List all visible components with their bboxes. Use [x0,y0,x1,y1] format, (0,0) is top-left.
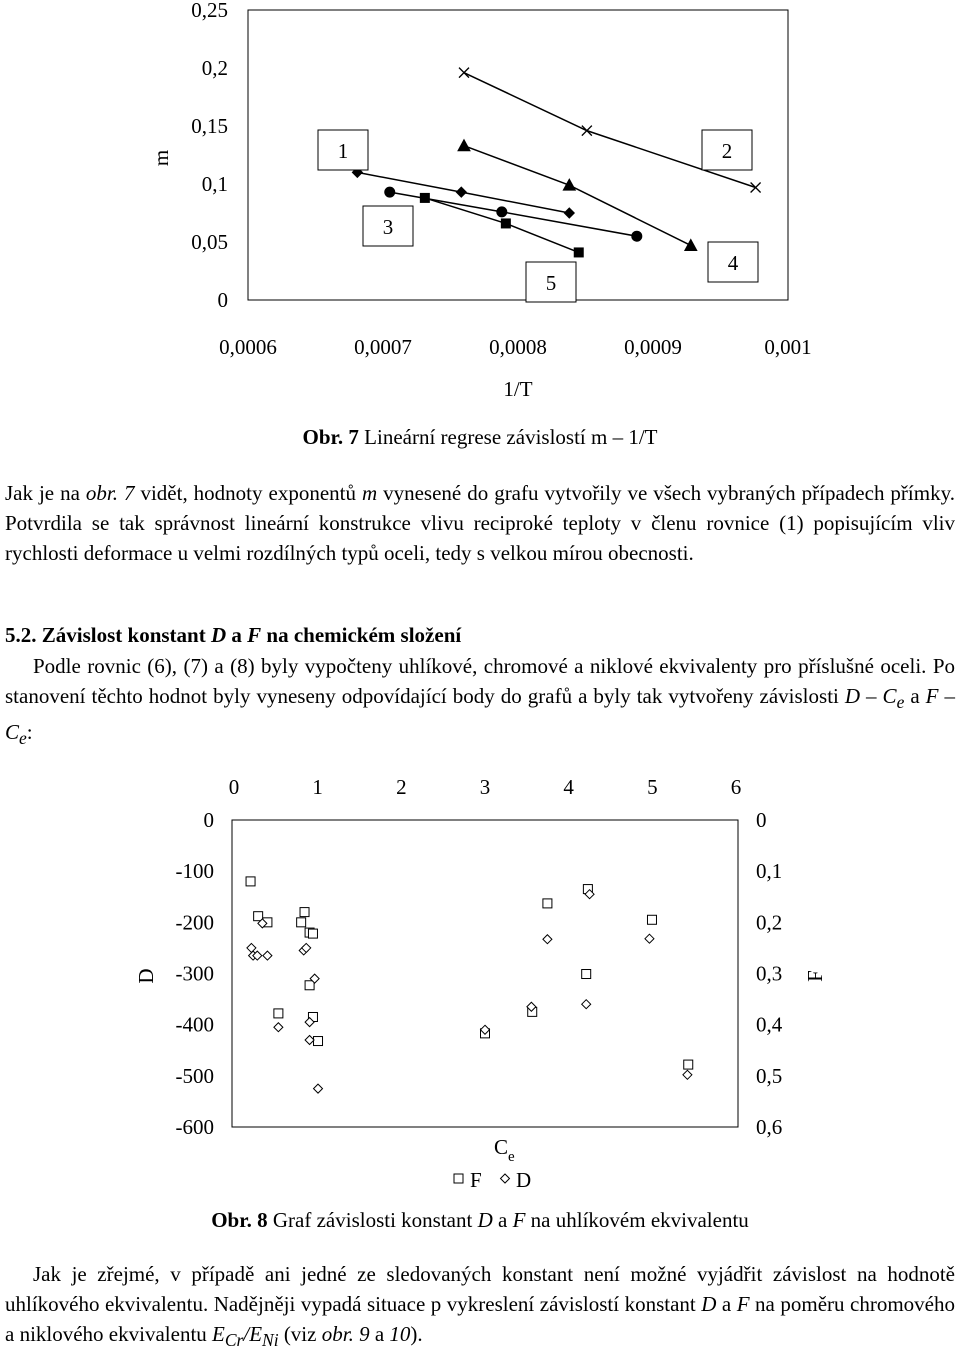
chart1-series-label: 1 [337,139,349,163]
chart2-right-tick-label: 0,5 [756,1063,783,1088]
chart1-point-4 [385,187,395,197]
chart1-y-tick-label: 0,2 [201,56,228,80]
chart2-legend [454,1168,531,1192]
section-title-a: Závislost konstant [41,623,211,647]
chart2-point-d [274,1023,283,1032]
legend-label-f: F [470,1168,482,1192]
chart1-point-3 [563,179,575,190]
chart1-x-tick-label: 0,0006 [219,335,277,359]
p3-text-b: na poměru chromového a niklového ekvivalentu [5,1292,955,1346]
chart1-point-3 [685,239,697,250]
chart2-plot-area [232,820,738,1127]
chart2-point-d [683,1070,692,1079]
section-title-f: F [247,623,262,647]
legend-square-icon [454,1174,463,1183]
chart2-right-tick-label: 0,1 [756,859,783,884]
section-title-c: na chemickém složení [261,623,462,647]
paragraph-1 [5,478,955,568]
p1-text-a: Jak je na [5,481,86,505]
figure-7-text: Lineární regrese závislostí m – 1/T [364,425,658,449]
p3-text-c: (viz [278,1322,322,1346]
p2-and: a [904,684,926,708]
figure-7-caption [0,425,960,450]
p3-sub-cr: Cr [224,1330,244,1351]
chart2-right-axis-label: F [803,970,827,982]
chart1-y-tick-label: 0 [217,288,228,312]
p3-figure-ref-9: obr. 9 [321,1322,370,1346]
p3-e1: E [212,1322,225,1346]
p3-text-e: ). [410,1322,423,1346]
chart2-left-tick-label: -400 [175,1012,214,1037]
p3-text-a: Jak je zřejmé, v případě ani jedné ze sledovaných konstant není možné vyjádřit závislost na hodnotě uhlíkového ekvivalentu. Nadějněji vypadá situace p vykreslení závislostí konstant [5,1262,955,1316]
chart2-right-tick-label: 0,6 [756,1115,783,1139]
chart1-y-tick-label: 0,25 [191,0,228,22]
p3-sub-ni: Ni [262,1330,279,1351]
chart2-x-label-sub: e [508,1149,515,1165]
chart1-point-2 [459,68,469,78]
chart1-x-tick-label: 0,001 [764,335,812,359]
chart2-point-d [314,1084,323,1093]
chart2-x-tick-label: 6 [730,775,742,799]
chart2-point-d [645,934,654,943]
p2-dash1: – [860,684,883,708]
p2-c1: C [882,684,897,708]
chart2-point-d [582,1000,591,1009]
chart1-point-5 [501,219,510,228]
chart2-point-f [246,877,255,886]
figure-8-label: Obr. 8 [211,1208,268,1232]
figure-7-label: Obr. 7 [302,425,359,449]
chart2-point-d [305,1036,314,1045]
p2-colon: : [26,720,33,745]
p2-sub1: e [896,692,905,713]
chart2-point-f [647,915,656,924]
chart1-point-3 [458,140,470,151]
chart2-x-tick-label: 4 [563,775,574,799]
chart2-point-f [684,1060,693,1069]
p2-sub2: e [19,728,27,749]
chart2-x-tick-label: 5 [647,775,658,799]
chart1-point-1 [564,208,574,218]
chart2-point-d [543,935,552,944]
chart1-x-tick-label: 0,0008 [489,335,547,359]
p3-text-d: a [369,1322,390,1346]
chart1-y-tick-label: 0,1 [201,172,228,196]
chart2-x-axis-label [494,1135,515,1165]
chart1-series-label: 4 [727,251,739,275]
p3-e2: E [249,1322,263,1346]
p3-figure-ref-10: 10 [389,1322,411,1346]
chart1-point-5 [574,248,583,257]
scatter-chart [0,760,960,1200]
p2-text-a: Podle rovnic (6), (7) a (8) byly vypočteny uhlíkové, chromové a niklové ekvivalenty pro příslušné oceli. Po stanovení těchto hodnot byly vyneseny odpovídající body do grafů a byly tak vytvořeny závislosti [5,654,955,708]
chart1-point-5 [420,193,429,202]
chart2-point-f [582,970,591,979]
figure-8-f: F [512,1208,526,1232]
section-heading [5,623,955,648]
chart1-series-line-3 [464,146,691,246]
chart2-right-tick-label: 0,4 [756,1012,783,1037]
chart2-left-tick-label: 0 [203,808,214,832]
chart1-point-2 [582,126,592,136]
p2-c2: C [5,720,20,745]
chart2-left-tick-label: -200 [175,910,214,935]
chart1-series-label: 5 [545,271,557,295]
p1-figure-ref: obr. 7 [85,481,135,505]
chart2-x-tick-label: 3 [479,775,491,799]
figure-8-d: D [477,1208,493,1232]
chart1-point-2 [751,182,761,192]
p3-f: F [736,1292,750,1316]
chart2-right-tick-label: 0,3 [756,961,783,986]
p3-d: D [701,1292,717,1316]
p1-symbol-m: m [361,481,378,505]
p1-text-c: vynesené do grafu vytvořily ve všech vybraných případech přímky. Potvrdila se tak správnost lineární konstrukce vlivu reciproké teploty v členu rovnice (1) popisujícím vliv rychlosti deformace u velmi rozdílných typů oceli, tedy s velkou mírou obecnosti. [5,481,955,565]
p3-slash: / [243,1322,250,1346]
chart2-point-f [305,981,314,990]
chart2-point-f [300,908,309,917]
p2-f: F [925,684,939,708]
chart2-left-tick-label: -100 [175,859,214,884]
paragraph-3 [5,1259,955,1355]
section-title-d: D [210,623,227,647]
chart1-x-axis-label: 1/T [503,377,533,401]
chart2-left-tick-label: -600 [175,1115,214,1139]
chart1-x-tick-label: 0,0007 [354,335,412,359]
chart2-x-label-main: C [494,1135,509,1159]
chart1-series-label: 2 [721,139,733,163]
figure-8-text-a: Graf závislosti konstant [267,1208,478,1232]
p1-text-b: vidět, hodnoty exponentů [134,481,362,505]
chart2-point-f [314,1037,323,1046]
chart2-x-tick-label: 1 [312,775,323,799]
p2-dash2: – [938,684,956,708]
chart2-left-tick-label: -500 [175,1063,214,1088]
figure-8-and: a [492,1208,513,1232]
chart2-point-d [263,951,272,960]
chart1-point-1 [456,187,466,197]
legend-label-d: D [516,1168,532,1192]
chart2-x-tick-label: 0 [228,775,240,799]
chart2-point-f [297,918,306,927]
section-number: 5.2. [5,623,37,647]
chart2-x-tick-label: 2 [396,775,407,799]
chart2-right-tick-label: 0,2 [756,910,783,935]
figure-8-caption [0,1208,960,1233]
chart2-point-d [247,943,256,952]
p3-and: a [716,1292,737,1316]
chart1-point-4 [632,231,642,241]
chart2-left-axis-label: D [134,968,158,984]
chart2-left-tick-label: -300 [175,961,214,986]
chart1-point-4 [497,207,507,217]
section-title-b: a [226,623,248,647]
chart1-y-tick-label: 0,15 [191,114,228,138]
chart1-y-tick-label: 0,05 [191,230,228,254]
p2-d: D [844,684,861,708]
chart1-x-tick-label: 0,0009 [624,335,682,359]
chart1-y-axis-label: m [149,149,173,167]
chart2-point-f [274,1009,283,1018]
chart1-series-label: 3 [382,215,394,239]
legend-diamond-icon [501,1174,510,1183]
regression-chart [0,0,960,420]
figure-8-text-b: na uhlíkovém ekvivalentu [525,1208,749,1232]
chart2-right-tick-label: 0 [756,808,767,832]
chart2-point-f [308,929,317,938]
paragraph-2 [5,651,955,753]
chart2-point-f [543,899,552,908]
